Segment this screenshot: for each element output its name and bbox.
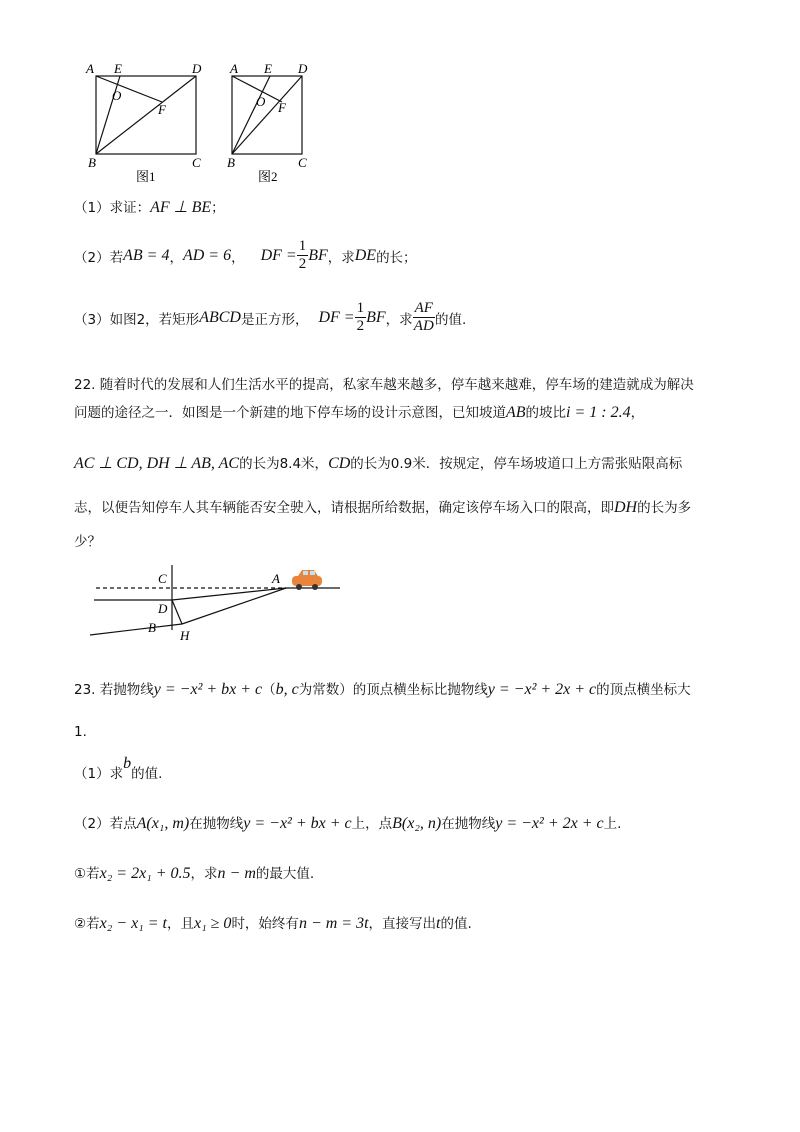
q21-part3	[74, 300, 466, 335]
q23-p2-math4: y = −x² + 2x + c	[495, 815, 604, 832]
q21-p2-frac-den: 2	[298, 256, 307, 272]
diagram-label-H: H	[180, 628, 190, 643]
q23-p2-text5: 上.	[603, 816, 622, 832]
q22-line4m: DH	[614, 499, 638, 516]
fig2-label-B: B	[227, 155, 235, 170]
diagram-label-A: A	[272, 571, 280, 586]
q22-line2	[74, 401, 644, 422]
q21-p3-frac-rhs: BF	[366, 308, 386, 326]
fig1-label-A: A	[86, 61, 94, 76]
q23-line2: 1.	[74, 724, 87, 740]
q23-p2-text2: 在抛物线	[189, 816, 244, 832]
fig1-label-O: O	[112, 88, 122, 103]
fig1-label-B: B	[88, 155, 96, 170]
q21-p2-fraction	[297, 238, 309, 273]
q21-p3-fraction	[355, 300, 367, 335]
q21-part1	[74, 196, 225, 217]
q22-line3m: AC ⊥ CD, DH ⊥ AB, AC	[74, 455, 240, 472]
q22-line3	[74, 452, 682, 473]
car-icon	[292, 570, 322, 590]
q23-p2-text4: 在抛物线	[441, 816, 496, 832]
q23-p1-num: （1）	[74, 766, 110, 782]
q22-line1: 22. 随着时代的发展和人们生活水平的提高，私家车越来越多，停车越来越难，停车场的建造就成为解决	[74, 377, 694, 393]
q21-p3-frac2-den: AD	[413, 318, 434, 334]
fig2-label-A: A	[230, 61, 238, 76]
q21-p3-text1: 如图2，若矩形	[109, 311, 200, 328]
q23-sub1	[74, 862, 314, 883]
q21-p3-frac2-num: AF	[414, 300, 433, 316]
q21-p2-frac-num: 1	[298, 238, 307, 254]
q23-p1-text1: 求	[109, 766, 124, 782]
q21-p2-text2: ，求	[327, 249, 355, 266]
lower-floor	[90, 624, 182, 635]
fig2-caption: 图2	[258, 169, 278, 184]
q23-line1m2: b, c	[275, 681, 299, 698]
q23-line1c: 为常数）的顶点横坐标比抛物线	[298, 682, 488, 698]
q21-p3-text3: ，求	[385, 311, 413, 328]
q23-s2-math3: n − m = 3t	[298, 915, 369, 932]
q23-part2	[74, 812, 621, 833]
diagram-label-D: D	[158, 601, 168, 616]
fig1-label-F: F	[158, 102, 166, 117]
q23-s2-text3: ，直接写出	[368, 916, 437, 932]
fig1-label-D: D	[192, 61, 202, 76]
fig1-label-E: E	[114, 61, 122, 76]
q23-s2-text2: 时，始终有	[231, 916, 299, 932]
q23-p2-text3: 上，点	[351, 816, 393, 832]
q23-s1-text2: 的最大值.	[255, 866, 315, 882]
q23-s1-math2: n − m	[217, 865, 256, 882]
q22-line5: 少？	[74, 534, 101, 550]
q22-line4	[74, 496, 691, 517]
q22-line2b: 的坡比	[525, 405, 567, 421]
q21-p3-num: （3）	[74, 311, 110, 328]
diagram-label-B: B	[148, 620, 156, 635]
q21-p2-text1: 若	[109, 249, 124, 266]
q23-line1a: 23. 若抛物线	[74, 682, 154, 698]
q23-s2-num: ②若	[74, 916, 100, 932]
q23-p2-num: （2）	[74, 816, 110, 832]
q23-p2-text1: 若点	[109, 816, 137, 832]
q23-s1-text1: ，求	[190, 866, 218, 882]
q22-line4a: 志，以便告知停车人其车辆能否安全驶入，请根据所给数据，确定该停车场入口的限高，即	[74, 500, 614, 516]
q21-p2-num: （2）	[74, 249, 110, 266]
q21-p3-text4: 的值.	[434, 311, 467, 328]
q23-s1-math1: x₂ = 2x₁ + 0.5	[99, 865, 191, 882]
q23-line1m1: y = −x² + bx + c	[153, 681, 263, 698]
fig2-label-D: D	[298, 61, 308, 76]
q21-p2-frac-lhs: DF =	[260, 246, 297, 264]
q21-p2-sep2: ，	[231, 249, 245, 266]
q21-p1-text: 求证：	[109, 200, 151, 216]
q21-p3-frac-den: 2	[356, 318, 365, 334]
q21-p3-text2: 是正方形，	[240, 311, 309, 328]
q21-p1-math: AF ⊥ BE	[150, 199, 212, 216]
q23-s2-text1: ，且	[166, 916, 194, 932]
q23-part1	[74, 755, 163, 783]
fig1-caption: 图1	[136, 169, 156, 184]
q23-p1-math: b	[123, 755, 132, 772]
q22-line3m2: CD	[328, 455, 351, 472]
fig1-label-C: C	[192, 155, 201, 170]
q23-line1m3: y = −x² + 2x + c	[487, 681, 597, 698]
q22-line2c: ，	[630, 405, 645, 421]
q22-line3a: 的长为8.4米，	[239, 456, 329, 472]
q23-s2-math1: x₂ − x₁ = t	[99, 915, 167, 932]
q23-s2-math2: x₁ ≥ 0	[193, 915, 232, 932]
q22-line2m1: AB	[506, 404, 526, 421]
q23-s1-num: ①若	[74, 866, 100, 882]
q22-line2a: 问题的途径之一．如图是一个新建的地下停车场的设计示意图，已知坡道	[74, 405, 506, 421]
q21-part2	[74, 238, 417, 273]
q21-p2-math3: DE	[354, 246, 377, 264]
q23-line1	[74, 678, 691, 699]
parking-diagram	[86, 560, 356, 650]
diagram-label-C: C	[158, 571, 167, 586]
q23-p2-math3: B(x₂, n)	[392, 815, 442, 832]
q21-p3-fraction2	[413, 300, 435, 335]
q21-p2-sep1: ，	[169, 249, 183, 266]
fig2-label-F: F	[278, 100, 286, 115]
figure-1	[80, 56, 220, 186]
q21-p3-math1: ABCD	[199, 308, 241, 326]
q23-s2-math4: t	[436, 915, 441, 932]
q21-p2-text3: 的长；	[376, 249, 417, 266]
q21-p2-frac-rhs: BF	[308, 246, 328, 264]
q21-p2-math2: AD = 6	[182, 246, 232, 264]
q23-sub2	[74, 912, 472, 933]
q21-p2-math1: AB = 4	[123, 246, 170, 264]
q23-s2-text4: 的值.	[440, 916, 472, 932]
q21-p1-end: ；	[211, 200, 225, 216]
fig2-label-E: E	[264, 61, 272, 76]
q23-p2-math1: A(x₁, m)	[136, 815, 190, 832]
q21-p3-frac-num: 1	[356, 300, 365, 316]
dh-perpendicular	[172, 600, 182, 624]
q23-p2-math2: y = −x² + bx + c	[243, 815, 352, 832]
q21-p1-num: （1）	[74, 200, 110, 216]
figure-2	[220, 56, 340, 186]
fig2-label-O: O	[256, 94, 266, 109]
q23-line1d: 的顶点横坐标大	[596, 682, 691, 698]
q22-line4b: 的长为多	[637, 500, 692, 516]
q23-line1b: （	[262, 682, 276, 698]
fig2-label-C: C	[298, 155, 307, 170]
q22-line2m2: i = 1 : 2.4	[566, 404, 631, 421]
q22-line3b: 的长为0.9米．按规定，停车场坡道口上方需张贴限高标	[350, 456, 683, 472]
q23-p1-text2: 的值.	[131, 766, 163, 782]
q21-p3-frac-lhs: DF =	[318, 308, 355, 326]
